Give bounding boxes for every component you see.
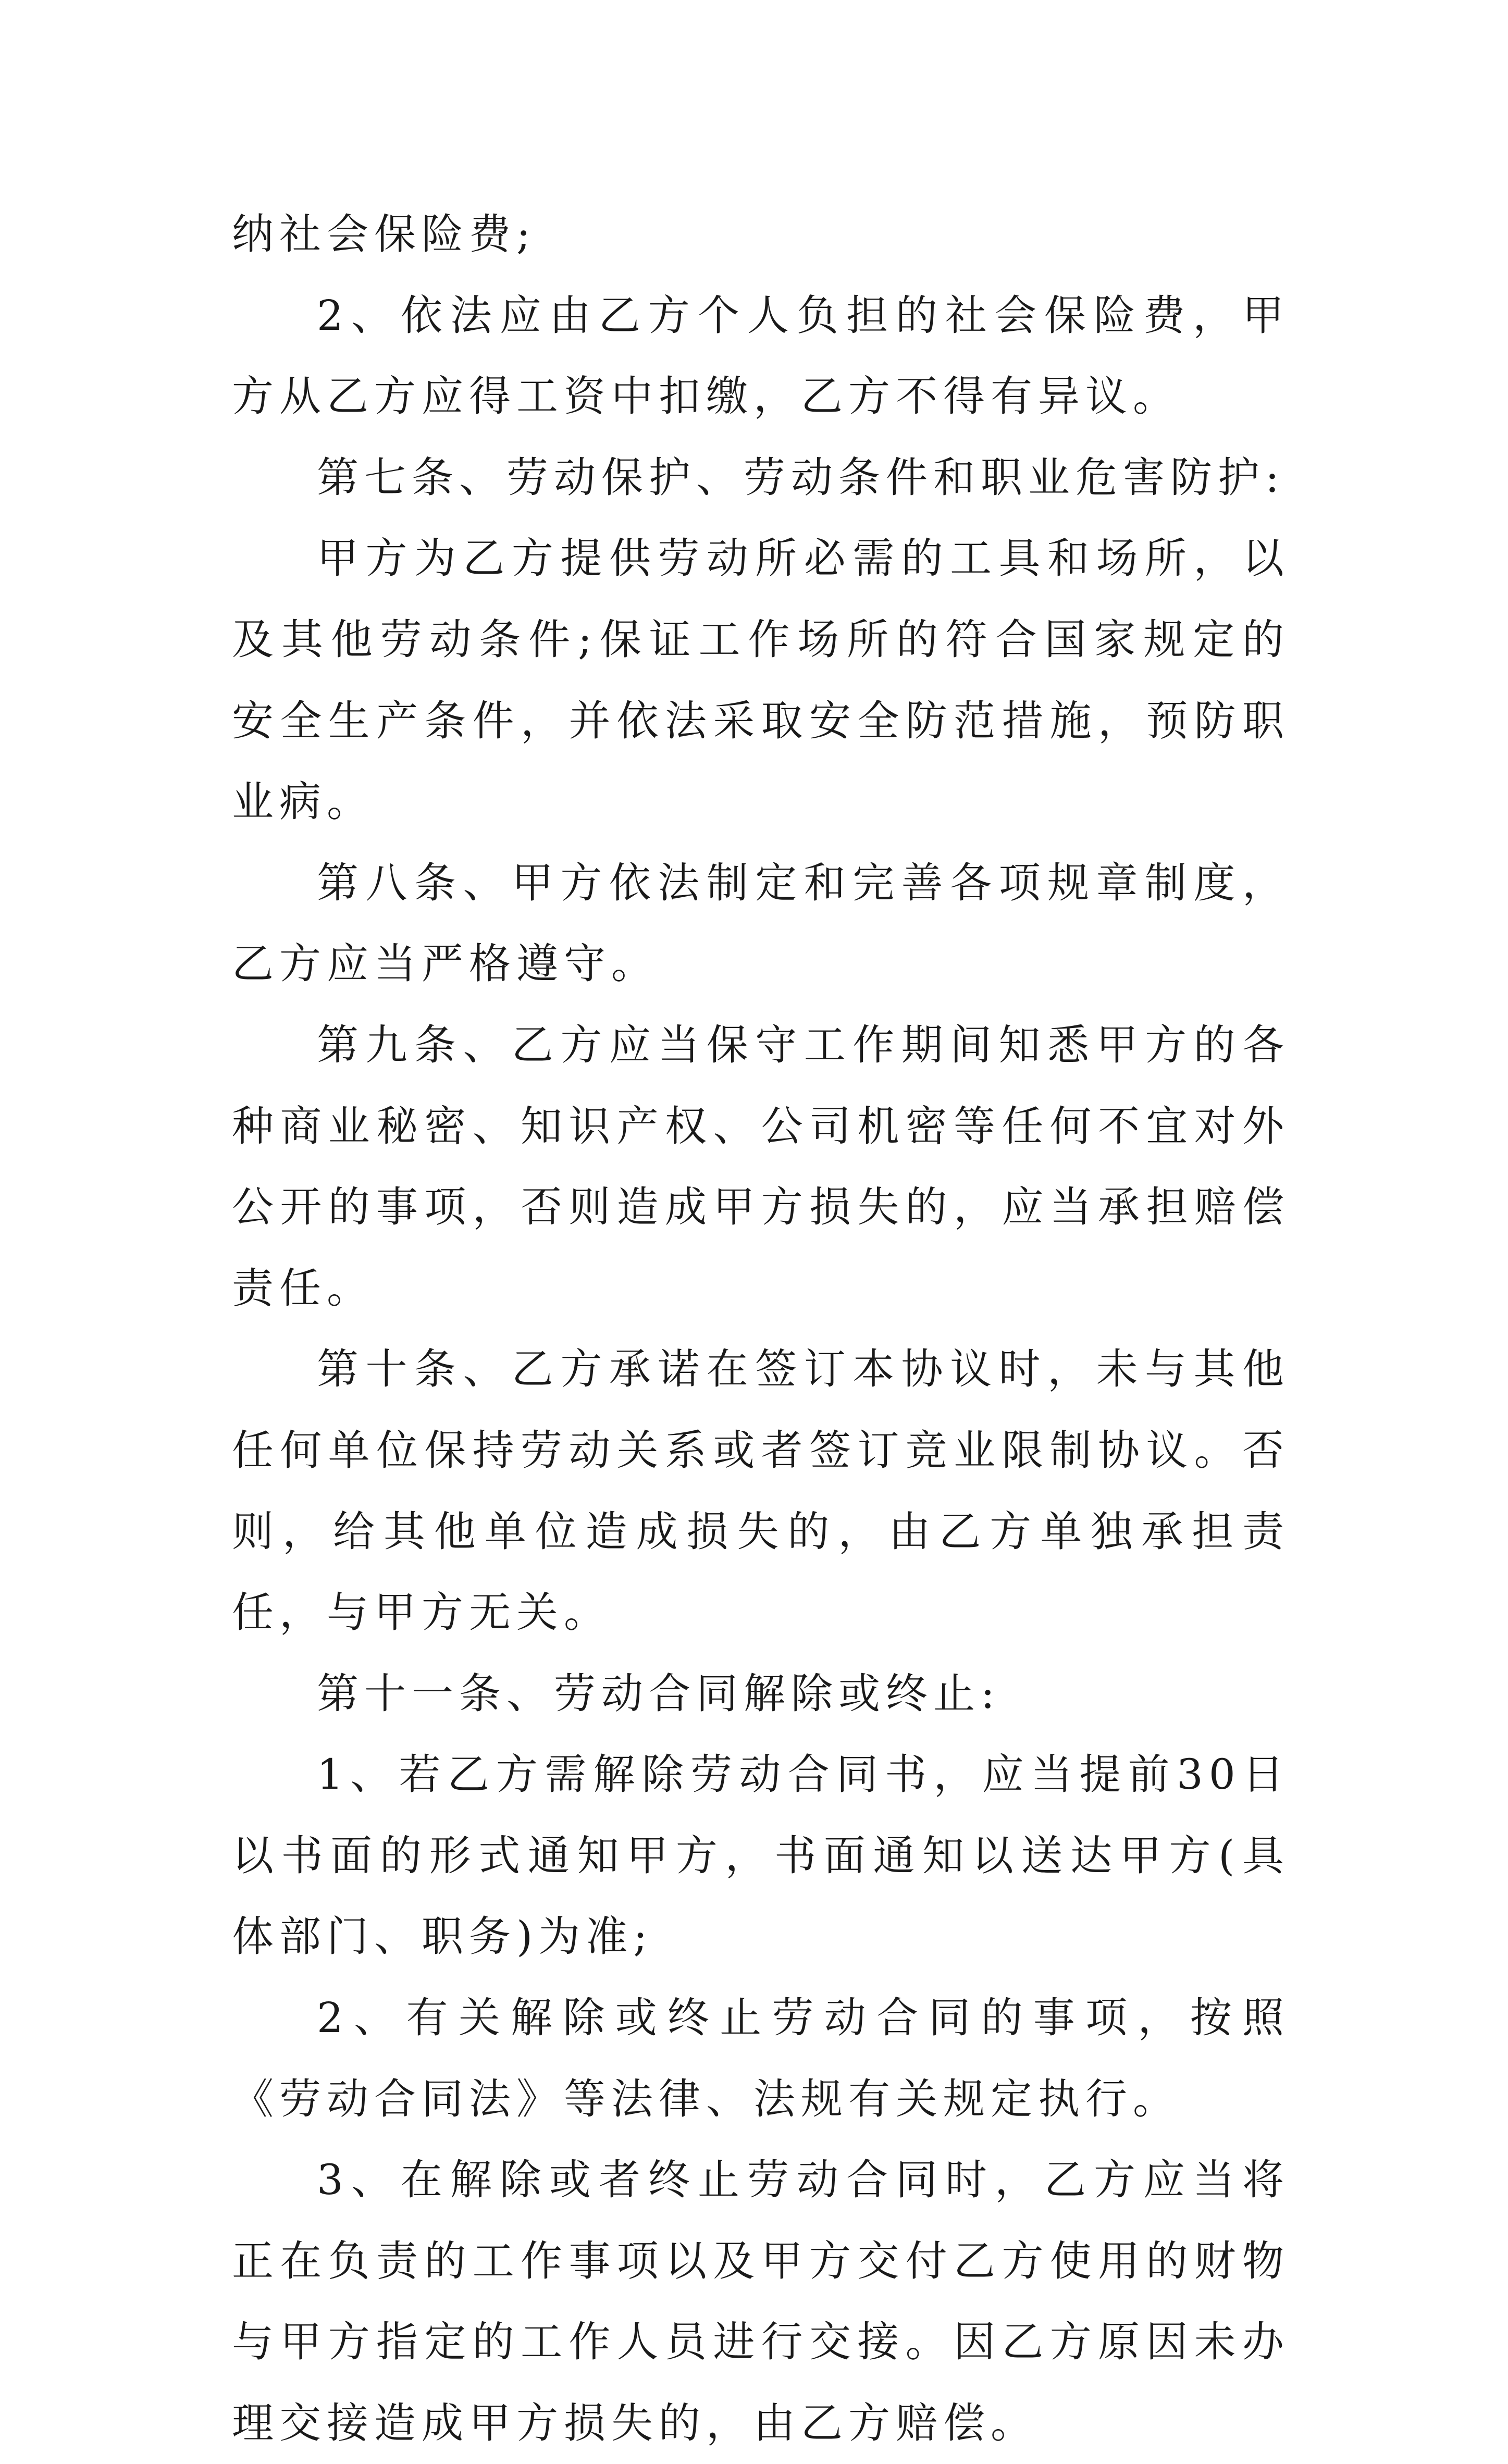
paragraph-continuation: 纳社会保险费; <box>232 210 536 258</box>
document-body <box>232 194 1290 2464</box>
paragraph-article-10: 第十条、乙方承诺在签订本协议时，未与其他任何单位保持劳动关系或者签订竞业限制协议。否则，给其他单位造成损失的，由乙方单独承担责任，与甲方无关。 <box>232 1345 1290 1637</box>
paragraph-article-11-item-1: 1、若乙方需解除劳动合同书，应当提前30日以书面的形式通知甲方，书面通知以送达甲方(具体部门、职务)为准; <box>232 1750 1290 1961</box>
paragraph-article-7-heading: 第七条、劳动保护、劳动条件和职业危害防护: <box>317 453 1285 502</box>
paragraph-article-11-item-3: 3、在解除或者终止劳动合同时，乙方应当将正在负责的工作事项以及甲方交付乙方使用的财物与甲方指定的工作人员进行交接。因乙方原因未办理交接造成甲方损失的，由乙方赔偿。 <box>232 2156 1290 2448</box>
paragraph-article-8: 第八条、甲方依法制定和完善各项规章制度，乙方应当严格遵守。 <box>232 858 1290 988</box>
paragraph-article-7-body: 甲方为乙方提供劳动所必需的工具和场所，以及其他劳动条件;保证工作场所的符合国家规定的安全生产条件，并依法采取安全防范措施，预防职业病。 <box>232 534 1290 826</box>
paragraph-article-9: 第九条、乙方应当保守工作期间知悉甲方的各种商业秘密、知识产权、公司机密等任何不宜对外公开的事项，否则造成甲方损失的，应当承担赔偿责任。 <box>232 1020 1290 1313</box>
paragraph-clause-6-item-2: 2、依法应由乙方个人负担的社会保险费，甲方从乙方应得工资中扣缴，乙方不得有异议。 <box>232 291 1290 421</box>
paragraph-article-11-item-2: 2、有关解除或终止劳动合同的事项，按照《劳动合同法》等法律、法规有关规定执行。 <box>232 1994 1290 2123</box>
paragraph-article-11-heading: 第十一条、劳动合同解除或终止: <box>317 1669 1000 1718</box>
